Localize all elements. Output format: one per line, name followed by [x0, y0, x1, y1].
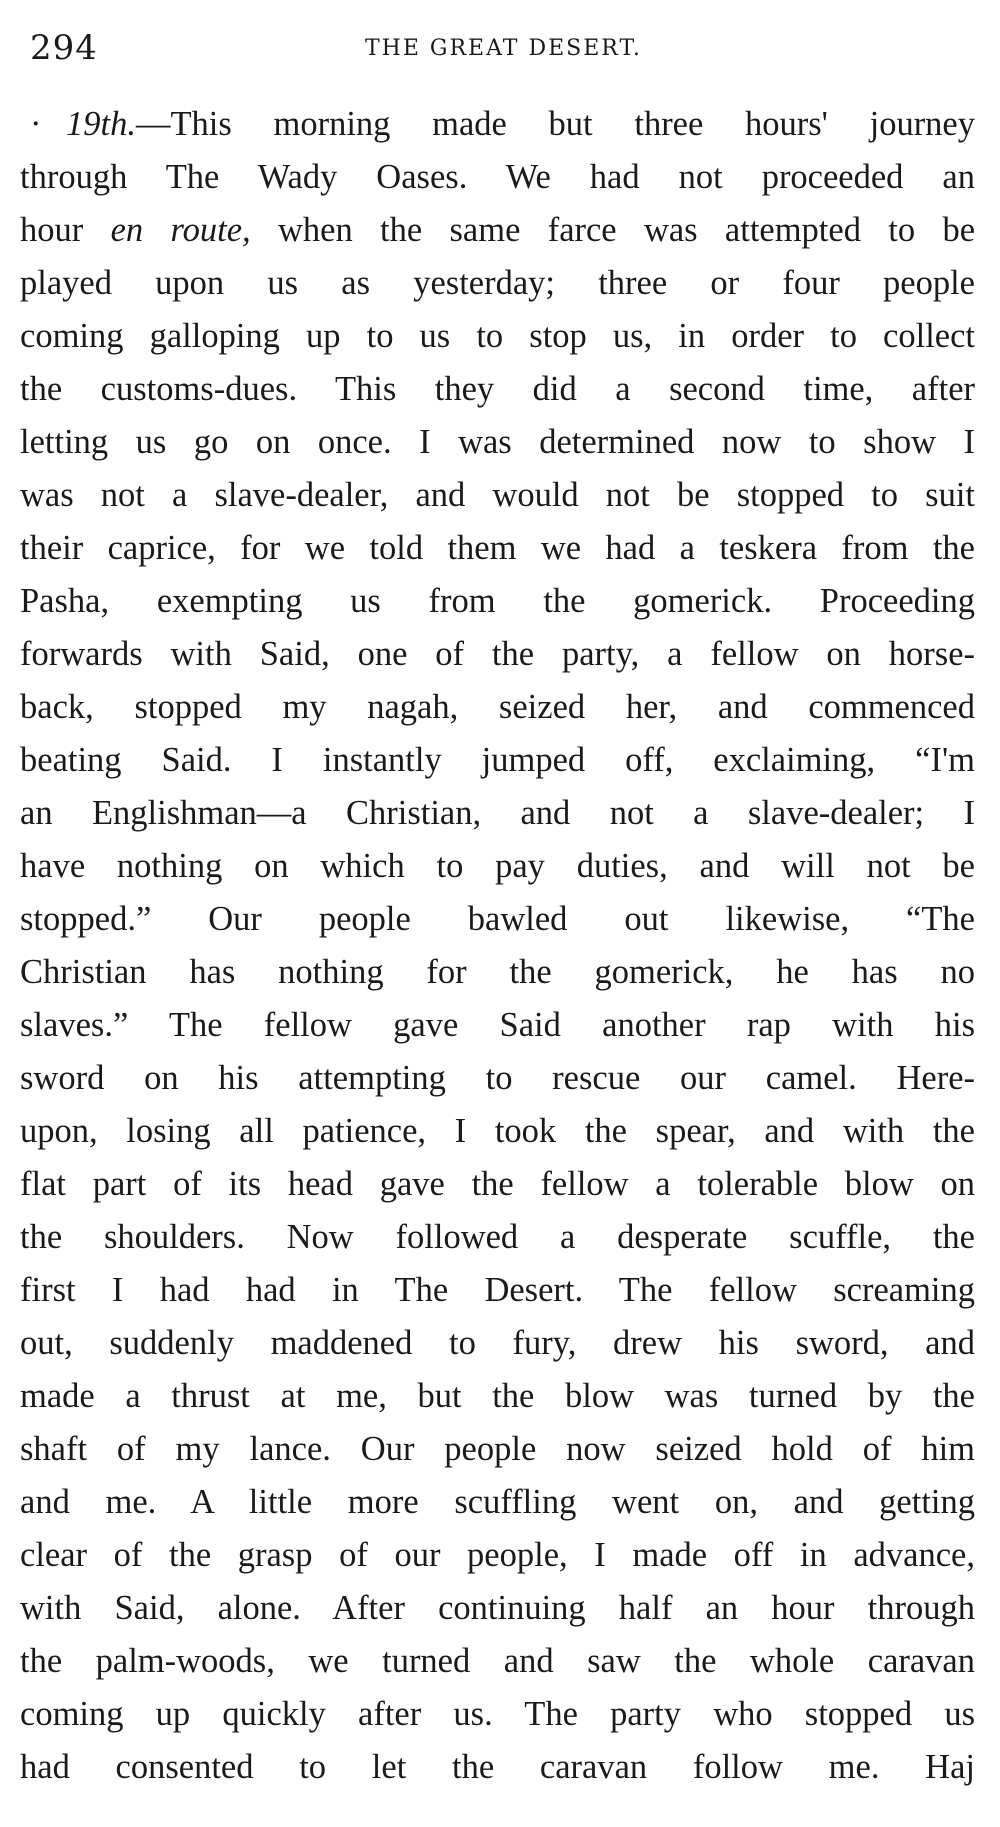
text-line: slaves.” The fellow gave Said another rap with his — [20, 1006, 975, 1044]
text-line: was not a slave-dealer, and would not be stopped to suit — [20, 476, 975, 514]
text-line: coming galloping up to us to stop us, in order to collect — [20, 317, 975, 355]
text-line: an Englishman—a Christian, and not a slave-dealer; I — [20, 794, 975, 832]
text-line: letting us go on once. I was determined now to show I — [20, 423, 975, 461]
text-line: beating Said. I instantly jumped off, exclaiming, “I'm — [20, 741, 975, 779]
text-line: shaft of my lance. Our people now seized hold of him — [20, 1430, 975, 1468]
page-number: 294 — [30, 28, 98, 68]
paragraph-marker: · — [30, 105, 42, 143]
text-line: coming up quickly after us. The party who stopped us — [20, 1695, 975, 1733]
text-line: upon, losing all patience, I took the spear, and with the — [20, 1112, 975, 1150]
text-line-content: when the same farce was attempted to be — [277, 211, 976, 249]
text-line: out, suddenly maddened to fury, drew his sword, and — [20, 1324, 975, 1362]
body-text — [20, 98, 975, 1794]
text-line: played upon us as yesterday; three or four people — [20, 264, 975, 302]
text-line-content: hour — [20, 211, 84, 249]
text-line: the shoulders. Now followed a desperate scuffle, the — [20, 1218, 975, 1256]
text-line: Christian has nothing for the gomerick, he has no — [20, 953, 975, 991]
text-line: had consented to let the caravan follow me. Haj — [20, 1748, 975, 1786]
text-line: Pasha, exempting us from the gomerick. Proceeding — [20, 582, 975, 620]
text-line — [20, 98, 975, 151]
entry-date: 19th. — [66, 105, 136, 143]
running-head — [30, 28, 960, 68]
text-line: with Said, alone. After continuing half an hour through — [20, 1589, 975, 1627]
text-line: through The Wady Oases. We had not proceeded an — [20, 158, 975, 196]
text-line: and me. A little more scuffling went on, and getting — [20, 1483, 975, 1521]
text-line: the customs-dues. This they did a second time, after — [20, 370, 975, 408]
italic-phrase: en route, — [110, 211, 251, 249]
text-line: stopped.” Our people bawled out likewise, “The — [20, 900, 975, 938]
text-line-content: —This morning made but three hours' journey — [135, 105, 975, 143]
text-line — [20, 204, 975, 257]
text-line: first I had had in The Desert. The fellow screaming — [20, 1271, 975, 1309]
text-line: made a thrust at me, but the blow was turned by the — [20, 1377, 975, 1415]
text-line: the palm-woods, we turned and saw the whole caravan — [20, 1642, 975, 1680]
text-line: flat part of its head gave the fellow a tolerable blow on — [20, 1165, 975, 1203]
text-line: clear of the grasp of our people, I made off in advance, — [20, 1536, 975, 1574]
text-line: their caprice, for we told them we had a teskera from the — [20, 529, 975, 567]
running-title: THE GREAT DESERT. — [365, 36, 642, 61]
text-line: have nothing on which to pay duties, and will not be — [20, 847, 975, 885]
text-line: forwards with Said, one of the party, a fellow on horse- — [20, 635, 975, 673]
text-line: sword on his attempting to rescue our camel. Here- — [20, 1059, 975, 1097]
text-line: back, stopped my nagah, seized her, and commenced — [20, 688, 975, 726]
